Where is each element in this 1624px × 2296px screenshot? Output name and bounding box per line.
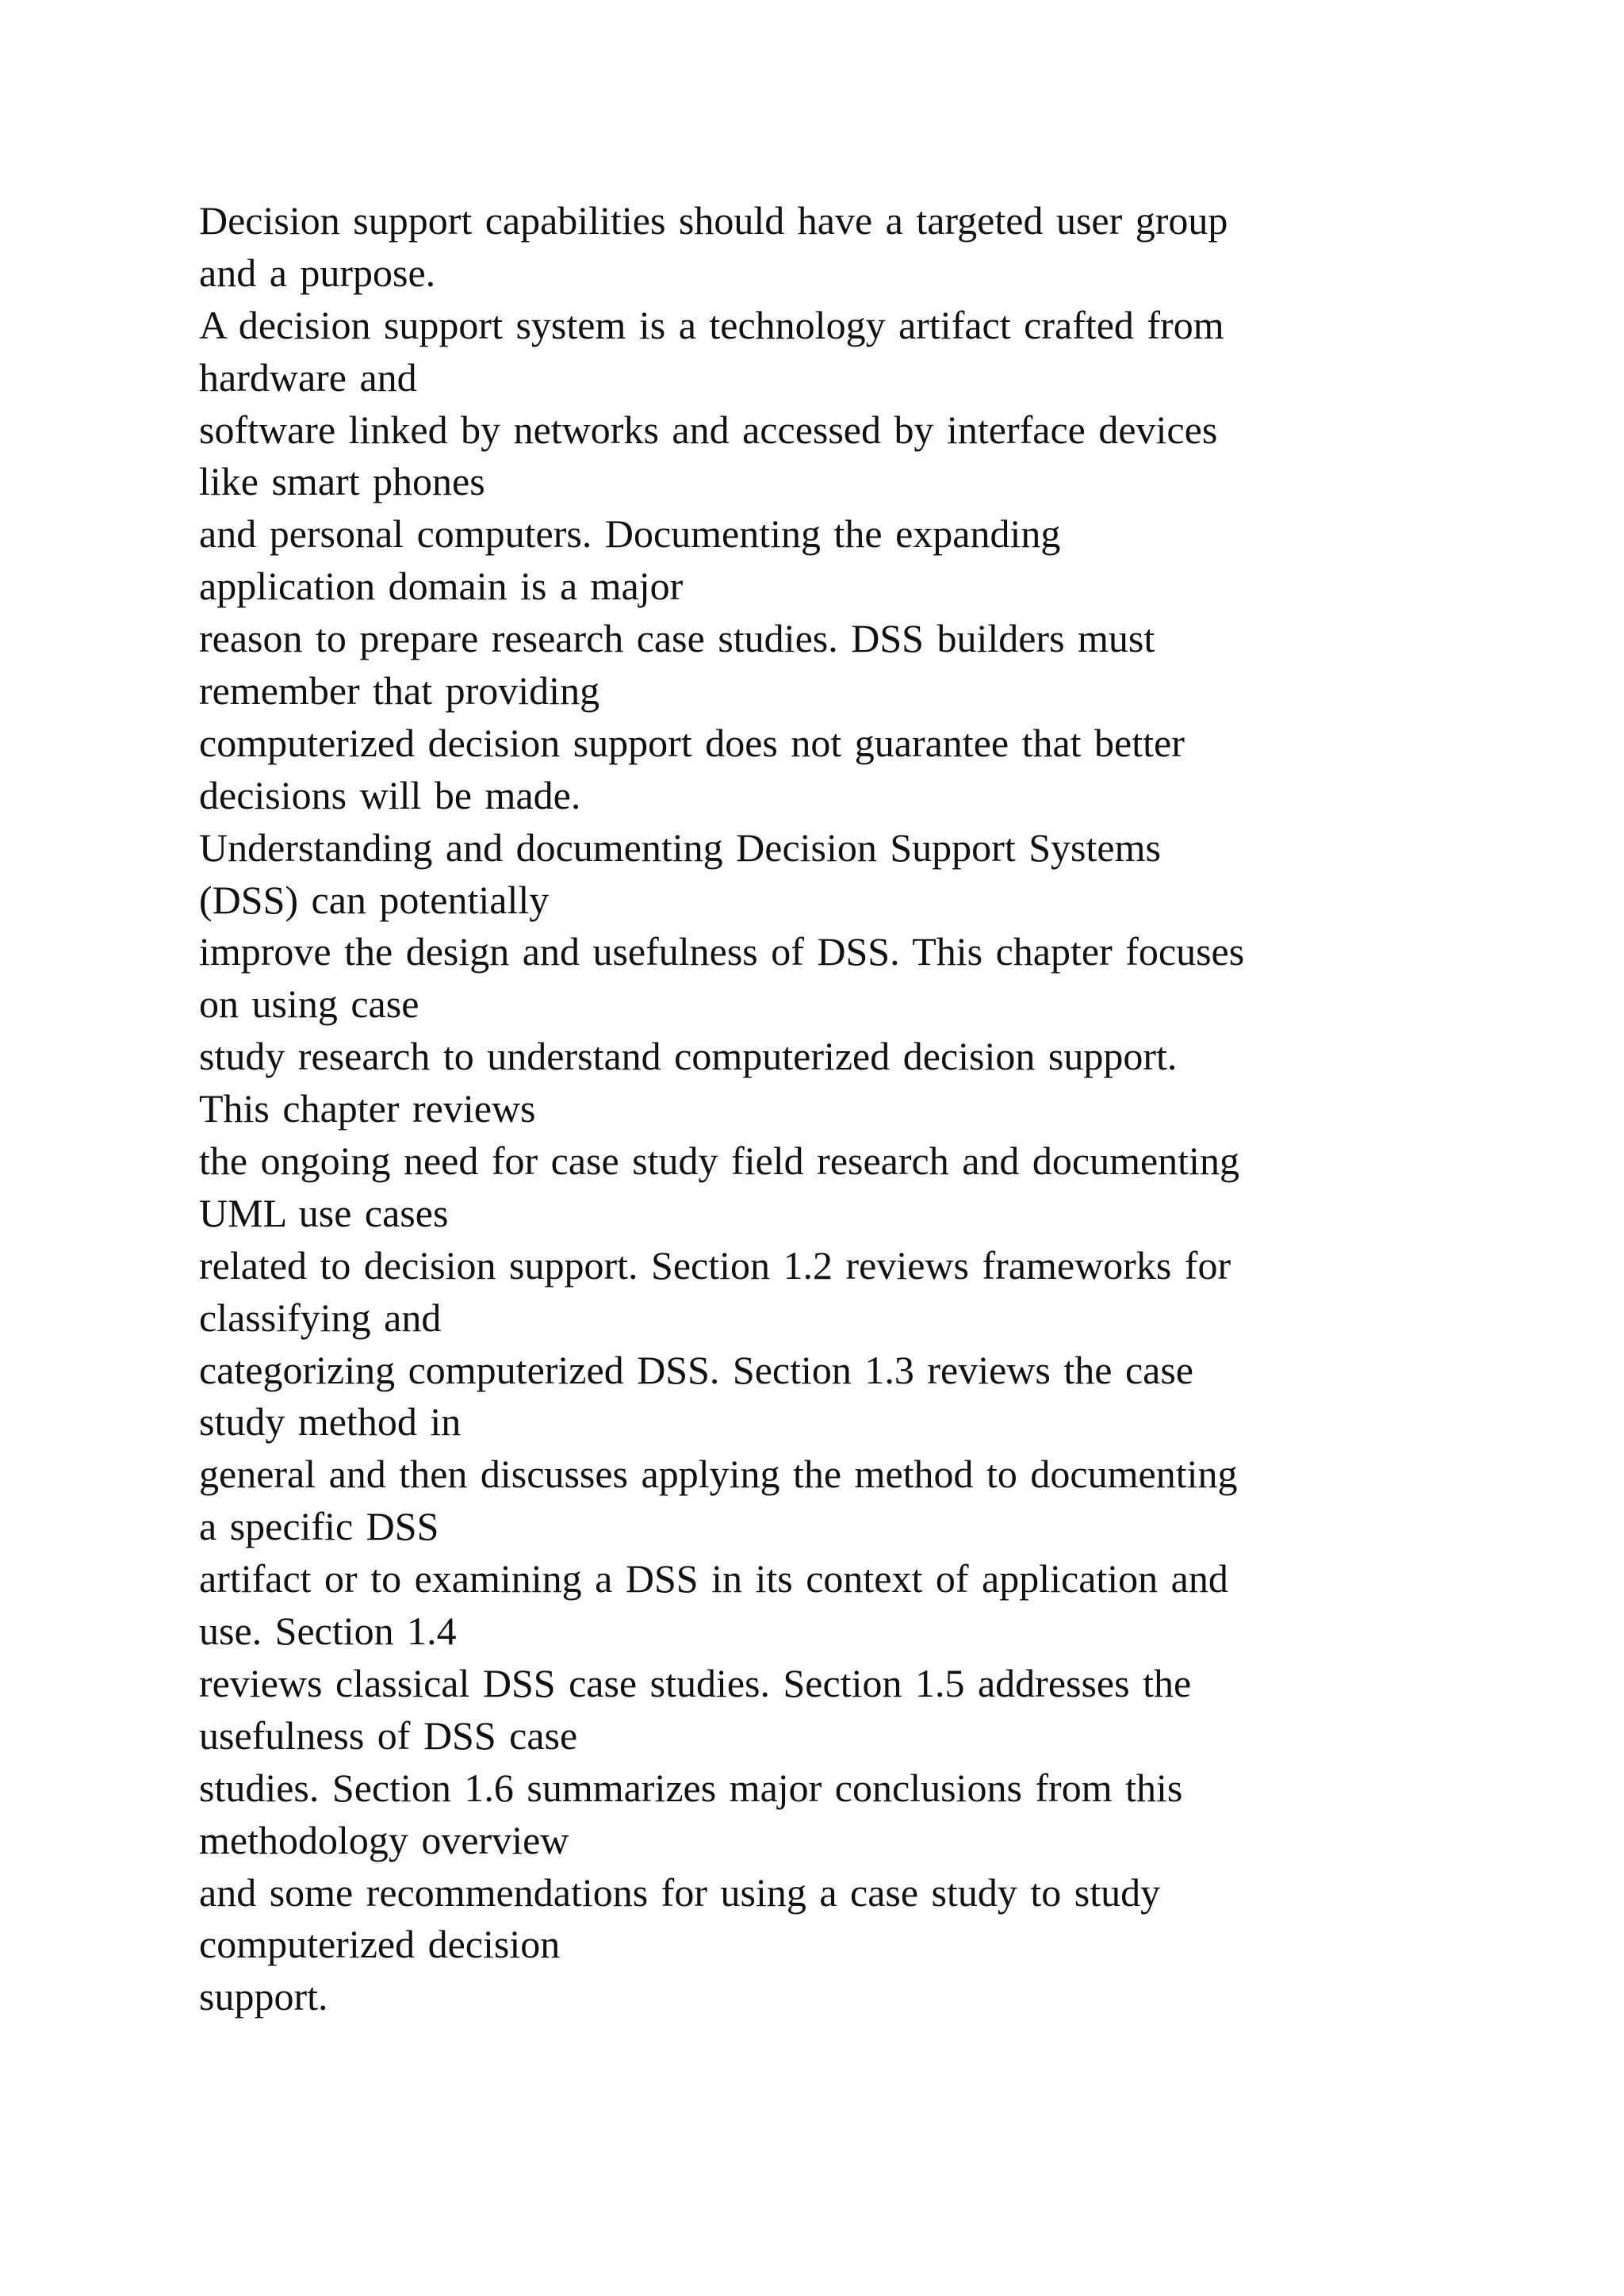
text-line: the ongoing need for case study field research and documenting <box>199 1138 1239 1184</box>
body-text <box>199 195 1547 2023</box>
text-line: and a purpose. <box>199 250 436 295</box>
text-line: reviews classical DSS case studies. Section 1.5 addresses the <box>199 1660 1192 1705</box>
text-line: UML use cases <box>199 1190 449 1235</box>
text-line: application domain is a major <box>199 564 684 609</box>
text-line: classifying and <box>199 1295 442 1340</box>
text-line: study method in <box>199 1399 462 1445</box>
text-line: like smart phones <box>199 459 485 504</box>
text-line: studies. Section 1.6 summarizes major conclusions from this <box>199 1765 1183 1810</box>
text-line: a specific DSS <box>199 1504 439 1549</box>
text-line: A decision support system is a technology artifact crafted from <box>199 302 1224 347</box>
text-line: This chapter reviews <box>199 1086 536 1131</box>
text-line: study research to understand computerized decision support. <box>199 1034 1178 1079</box>
text-line: and some recommendations for using a case study to study <box>199 1869 1161 1915</box>
text-line: on using case <box>199 982 419 1027</box>
text-line: artifact or to examining a DSS in its context of application and <box>199 1556 1228 1601</box>
text-line: improve the design and usefulness of DSS. This chapter focuses <box>199 929 1245 974</box>
text-line: computerized decision <box>199 1922 561 1967</box>
text-line: general and then discusses applying the method to documenting <box>199 1452 1238 1497</box>
text-line: remember that providing <box>199 668 600 714</box>
text-line: software linked by networks and accessed by interface devices <box>199 407 1218 452</box>
text-line: decisions will be made. <box>199 772 581 817</box>
text-line: and personal computers. Documenting the expanding <box>199 511 1061 557</box>
text-line: methodology overview <box>199 1817 569 1862</box>
text-line: Understanding and documenting Decision Support Systems <box>199 825 1161 870</box>
text-line: related to decision support. Section 1.2 reviews frameworks for <box>199 1242 1231 1288</box>
text-line: support. <box>199 1974 328 2019</box>
text-line: usefulness of DSS case <box>199 1712 578 1758</box>
text-line: use. Section 1.4 <box>199 1609 457 1654</box>
text-line: (DSS) can potentially <box>199 877 550 922</box>
text-line: categorizing computerized DSS. Section 1.3 reviews the case <box>199 1347 1194 1392</box>
text-line: computerized decision support does not guarantee that better <box>199 720 1185 765</box>
text-line: Decision support capabilities should have a targeted user group <box>199 198 1228 243</box>
text-line: reason to prepare research case studies. DSS builders must <box>199 616 1155 661</box>
text-line: hardware and <box>199 354 417 400</box>
